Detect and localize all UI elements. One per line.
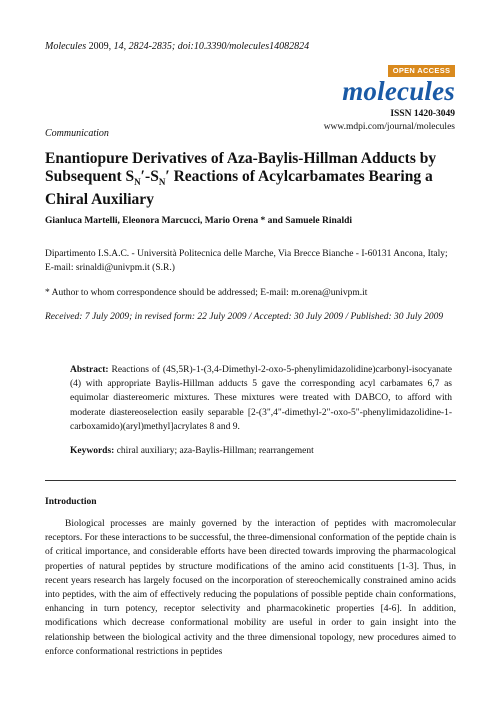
abstract-label: Abstract: xyxy=(70,365,109,375)
title-subscript-1: N xyxy=(134,177,141,188)
abstract-text: Reactions of (4S,5R)-1-(3,4-Dimethyl-2-oxo-5-phenylimidazolidine)carbonyl-isocyanate (4) with appropriate Baylis-Hillman adducts 5 gave the corresponding acyl carbamates 6,7 as equimolar diastereomeric mixtures. These mixtures were treated with DABCO, to afford with moderate diastereoselection easily separable [2-(3",4"-dimethyl-2"-oxo-5"-phenylimidazolidine-1-carboxamido)(aryl)methyl]acrylates 8 and 9. xyxy=(70,365,452,432)
title-subscript-2: N xyxy=(158,177,166,188)
abstract xyxy=(70,363,452,434)
keywords-text: chiral auxiliary; aza-Baylis-Hillman; rearrangement xyxy=(114,446,314,456)
journal-logo: molecules xyxy=(342,76,455,106)
citation-details: , 14, 2824-2835; doi:10.3390/molecules14082824 xyxy=(108,41,310,52)
title-part-1: Enantiopure Derivatives of Aza-Baylis-Hillman Adducts by Subsequent S xyxy=(45,150,437,185)
affiliation: Dipartimento I.S.A.C. - Università Politecnica delle Marche, Via Brecce Bianche - I-60131 Ancona, Italy; E-mail: srinaldi@univpm.it (S.R.) xyxy=(45,249,448,273)
title-part-2: ′ Reactions of Acylcarbamates Bearing a Chiral Auxiliary xyxy=(45,168,433,209)
introduction-heading: Introduction xyxy=(45,497,97,507)
title-middle: ′-S xyxy=(140,168,159,185)
section-divider xyxy=(45,480,456,481)
citation-journal: Molecules xyxy=(45,41,87,52)
citation-year: 2009 xyxy=(88,41,109,52)
open-access-badge: OPEN ACCESS xyxy=(388,65,455,77)
journal-url[interactable]: www.mdpi.com/journal/molecules xyxy=(323,122,455,132)
article-type: Communication xyxy=(45,128,109,139)
correspondence-note: * Author to whom correspondence should be addressed; E-mail: m.orena@univpm.it xyxy=(45,288,368,298)
keywords xyxy=(70,446,452,456)
article-title xyxy=(45,150,465,209)
citation-line xyxy=(45,41,309,52)
issn: ISSN 1420-3049 xyxy=(390,109,455,119)
publication-dates: Received: 7 July 2009; in revised form: 22 July 2009 / Accepted: 30 July 2009 / Published: 30 July 2009 xyxy=(45,312,444,322)
introduction-paragraph: Biological processes are mainly governed by the interaction of peptides with macromolecular receptors. For these interactions to be successful, the three-dimensional conformation of the peptide chain is of critical importance, and considerable efforts have been directed towards improving the pharmacological properties of natural peptides by structure modifications of the amino acid constituents [1-3]. Thus, in recent years research has largely focused on the incorporation of stereochemically constrained amino acids into peptides, with the aim of effectively reducing the populations of possible peptide chain conformations, enhancing in turn potency, receptor selectivity and pharmacokinetic properties [4-6]. In addition, modifications which decrease conformational mobility are useful in order to gain insight into the relationship between the biological activity and the three dimensional topology, new procedures aimed to enforce conformational restrictions in peptides xyxy=(45,519,457,657)
keywords-label: Keywords: xyxy=(70,446,115,456)
author-list: Gianluca Martelli, Eleonora Marcucci, Mario Orena * and Samuele Rinaldi xyxy=(45,216,353,226)
